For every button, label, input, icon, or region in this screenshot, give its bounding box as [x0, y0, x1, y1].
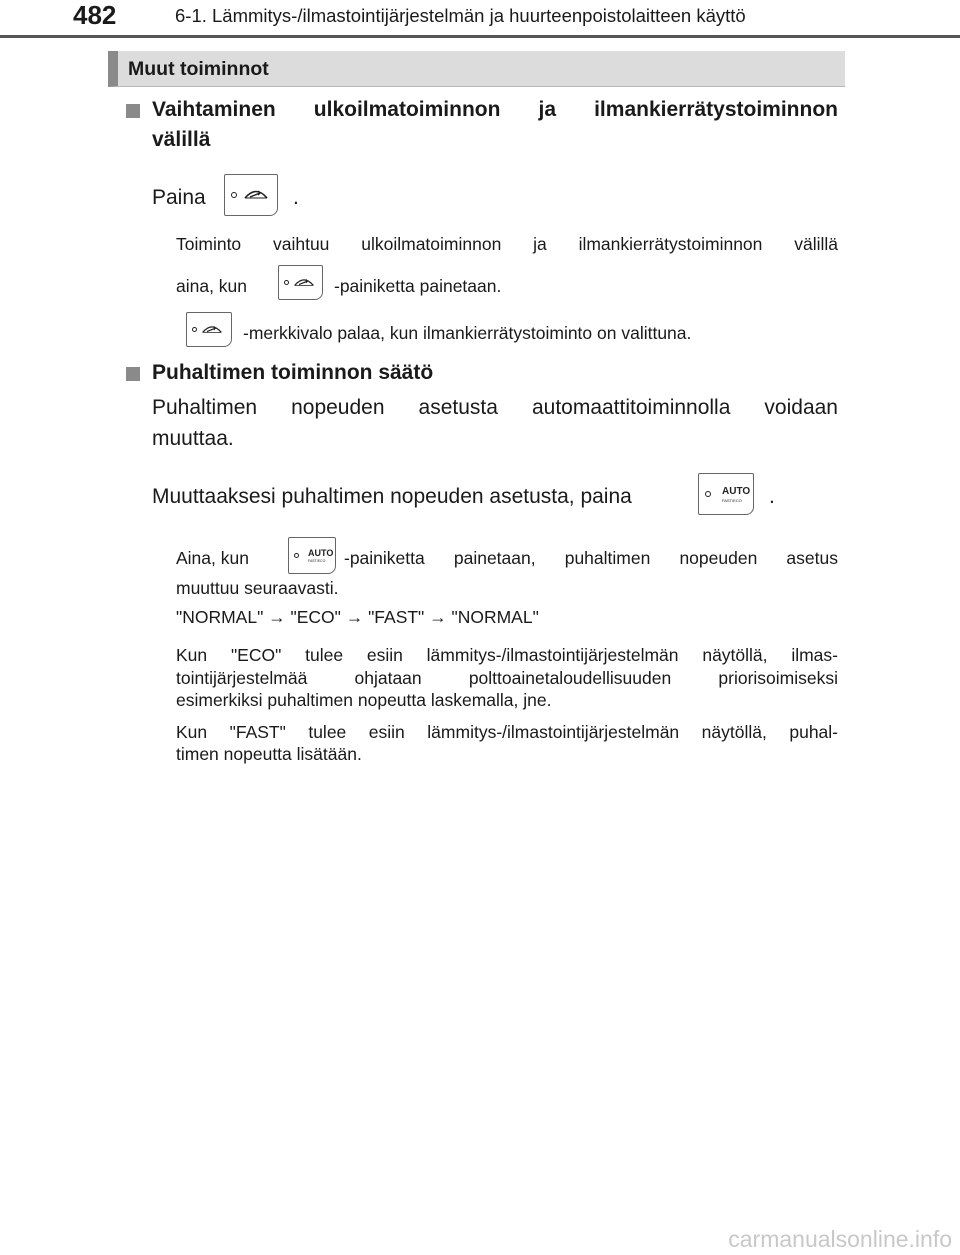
recirc-heading-line2: välillä	[152, 128, 211, 151]
press-label: Paina	[152, 186, 206, 209]
indicator-dot-icon	[705, 491, 711, 497]
fan-intro-line1: Puhaltimen nopeuden asetusta automaattitoiminnolla voidaan	[152, 396, 838, 419]
recirculation-icon	[293, 276, 315, 288]
fan-change-text: Muuttaaksesi puhaltimen nopeuden asetusta, paina	[152, 485, 632, 508]
auto-sub-label: FAST/ECO	[722, 498, 742, 503]
section-header	[108, 51, 845, 87]
press-line2: muuttuu seuraavasti.	[176, 578, 339, 598]
recirc-desc-line2-prefix: aina, kun	[176, 276, 248, 296]
recirc-heading-line1: Vaihtaminen ulkoilmatoiminnon ja ilmankierrätystoiminnon	[152, 98, 838, 121]
section-title: Muut toiminnot	[128, 58, 269, 80]
auto-sub-label: FAST/ECO	[308, 559, 326, 563]
eco-line2: tointijärjestelmää ohjataan polttoainetaloudellisuuden priorisoimiseksi	[176, 668, 838, 688]
fast-line2: timen nopeutta lisätään.	[176, 744, 362, 764]
recirculation-icon	[243, 187, 269, 201]
indicator-dot-icon	[192, 327, 197, 332]
indicator-dot-icon	[294, 553, 299, 558]
auto-label: AUTO	[308, 548, 334, 558]
eco-line3: esimerkiksi puhaltimen nopeutta laskemalla, jne.	[176, 690, 552, 710]
period: .	[293, 186, 299, 209]
chapter-title: 6-1. Lämmitys-/ilmastointijärjestelmän ja huurteenpoistolaitteen käyttö	[175, 5, 746, 26]
fan-intro-line2: muuttaa.	[152, 427, 234, 450]
recirculation-button-inline	[278, 265, 323, 300]
indicator-dot-icon	[284, 280, 289, 285]
watermark: carmanualsonline.info	[728, 1226, 952, 1252]
eco-line1: Kun "ECO" tulee esiin lämmitys-/ilmastointijärjestelmän näytöllä, ilmas-	[176, 645, 838, 665]
recirc-desc-line2-suffix: -painiketta painetaan.	[334, 276, 502, 296]
fast-line1: Kun "FAST" tulee esiin lämmitys-/ilmastointijärjestelmän näytöllä, puhal-	[176, 722, 838, 742]
bullet-square-icon	[126, 104, 140, 118]
recirculation-icon	[201, 323, 223, 335]
recirculation-indicator-button	[186, 312, 232, 347]
indicator-text: -merkkivalo palaa, kun ilmankierrätystoiminto on valittuna.	[243, 323, 692, 343]
press-line1-suffix: -painiketta painetaan, puhaltimen nopeuden asetus	[344, 548, 838, 568]
press-line1-prefix: Aina, kun	[176, 548, 249, 568]
mode-sequence: "NORMAL" → "ECO" → "FAST" → "NORMAL"	[176, 607, 539, 627]
indicator-dot-icon	[231, 192, 237, 198]
header-rule	[0, 35, 960, 38]
auto-button	[698, 473, 754, 515]
auto-label: AUTO	[722, 486, 751, 497]
recirculation-button	[224, 174, 278, 216]
page-number: 482	[73, 0, 117, 30]
fan-heading: Puhaltimen toiminnon säätö	[152, 361, 434, 384]
recirc-desc-line1: Toiminto vaihtuu ulkoilmatoiminnon ja ilmankierrätystoiminnon välillä	[176, 234, 838, 254]
period: .	[769, 485, 775, 508]
bullet-square-icon	[126, 367, 140, 381]
auto-button-inline	[288, 537, 336, 574]
